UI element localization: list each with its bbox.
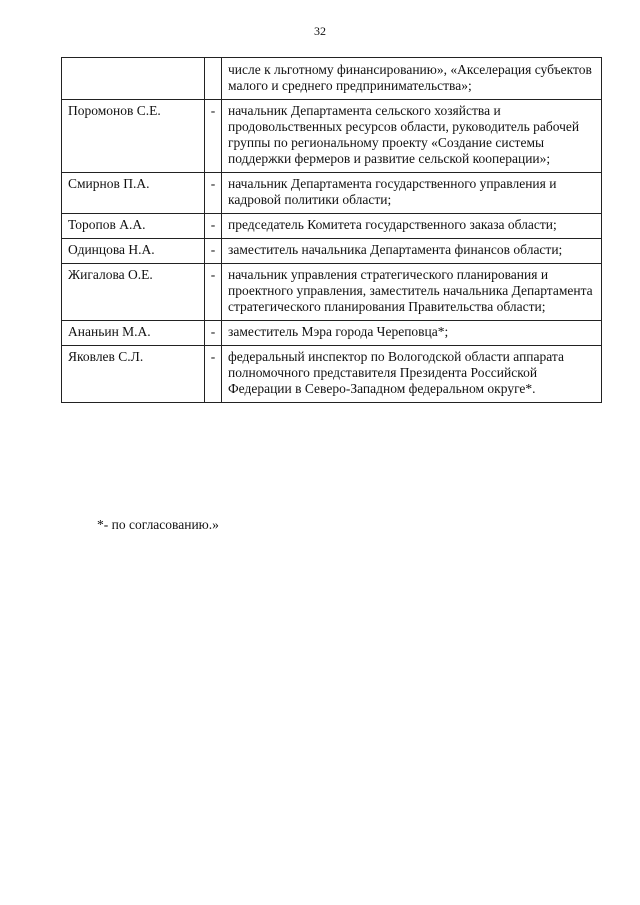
- member-role: начальник Департамента государственного управления и кадровой политики области;: [222, 173, 602, 214]
- member-dash: -: [205, 100, 222, 173]
- member-name: Яковлев С.Л.: [62, 346, 205, 403]
- member-role: федеральный инспектор по Вологодской области аппарата полномочного представителя Президента Российской Федерации в Северо-Западном федеральном округе*.: [222, 346, 602, 403]
- footnote: *- по согласованию.»: [97, 517, 219, 532]
- member-name: Поромонов С.Е.: [62, 100, 205, 173]
- table-row: [62, 100, 602, 173]
- member-dash: [205, 58, 222, 100]
- table-row: [62, 214, 602, 239]
- member-dash: -: [205, 173, 222, 214]
- member-dash: -: [205, 239, 222, 264]
- table-row: [62, 346, 602, 403]
- member-role: заместитель начальника Департамента финансов области;: [222, 239, 602, 264]
- member-dash: -: [205, 214, 222, 239]
- member-dash: -: [205, 264, 222, 321]
- member-name: [62, 58, 205, 100]
- table-row: [62, 173, 602, 214]
- table-row: [62, 321, 602, 346]
- page-number: 32: [314, 24, 326, 38]
- member-name: Ананьин М.А.: [62, 321, 205, 346]
- member-role: председатель Комитета государственного заказа области;: [222, 214, 602, 239]
- table-row: [62, 58, 602, 100]
- member-name: Торопов А.А.: [62, 214, 205, 239]
- member-name: Одинцова Н.А.: [62, 239, 205, 264]
- member-name: Жигалова О.Е.: [62, 264, 205, 321]
- member-name: Смирнов П.А.: [62, 173, 205, 214]
- table-row: [62, 239, 602, 264]
- member-role: заместитель Мэра города Череповца*;: [222, 321, 602, 346]
- member-dash: -: [205, 346, 222, 403]
- members-table: [61, 57, 602, 403]
- member-role: начальник Департамента сельского хозяйства и продовольственных ресурсов области, руководитель рабочей группы по региональному проекту «Создание системы поддержки фермеров и развитие сельской кооперации»;: [222, 100, 602, 173]
- table-row: [62, 264, 602, 321]
- member-dash: -: [205, 321, 222, 346]
- member-role: начальник управления стратегического планирования и проектного управления, заместитель начальника Департамента стратегического планирования Правительства области;: [222, 264, 602, 321]
- member-role: числе к льготному финансированию», «Акселерация субъектов малого и среднего предпринимательства»;: [222, 58, 602, 100]
